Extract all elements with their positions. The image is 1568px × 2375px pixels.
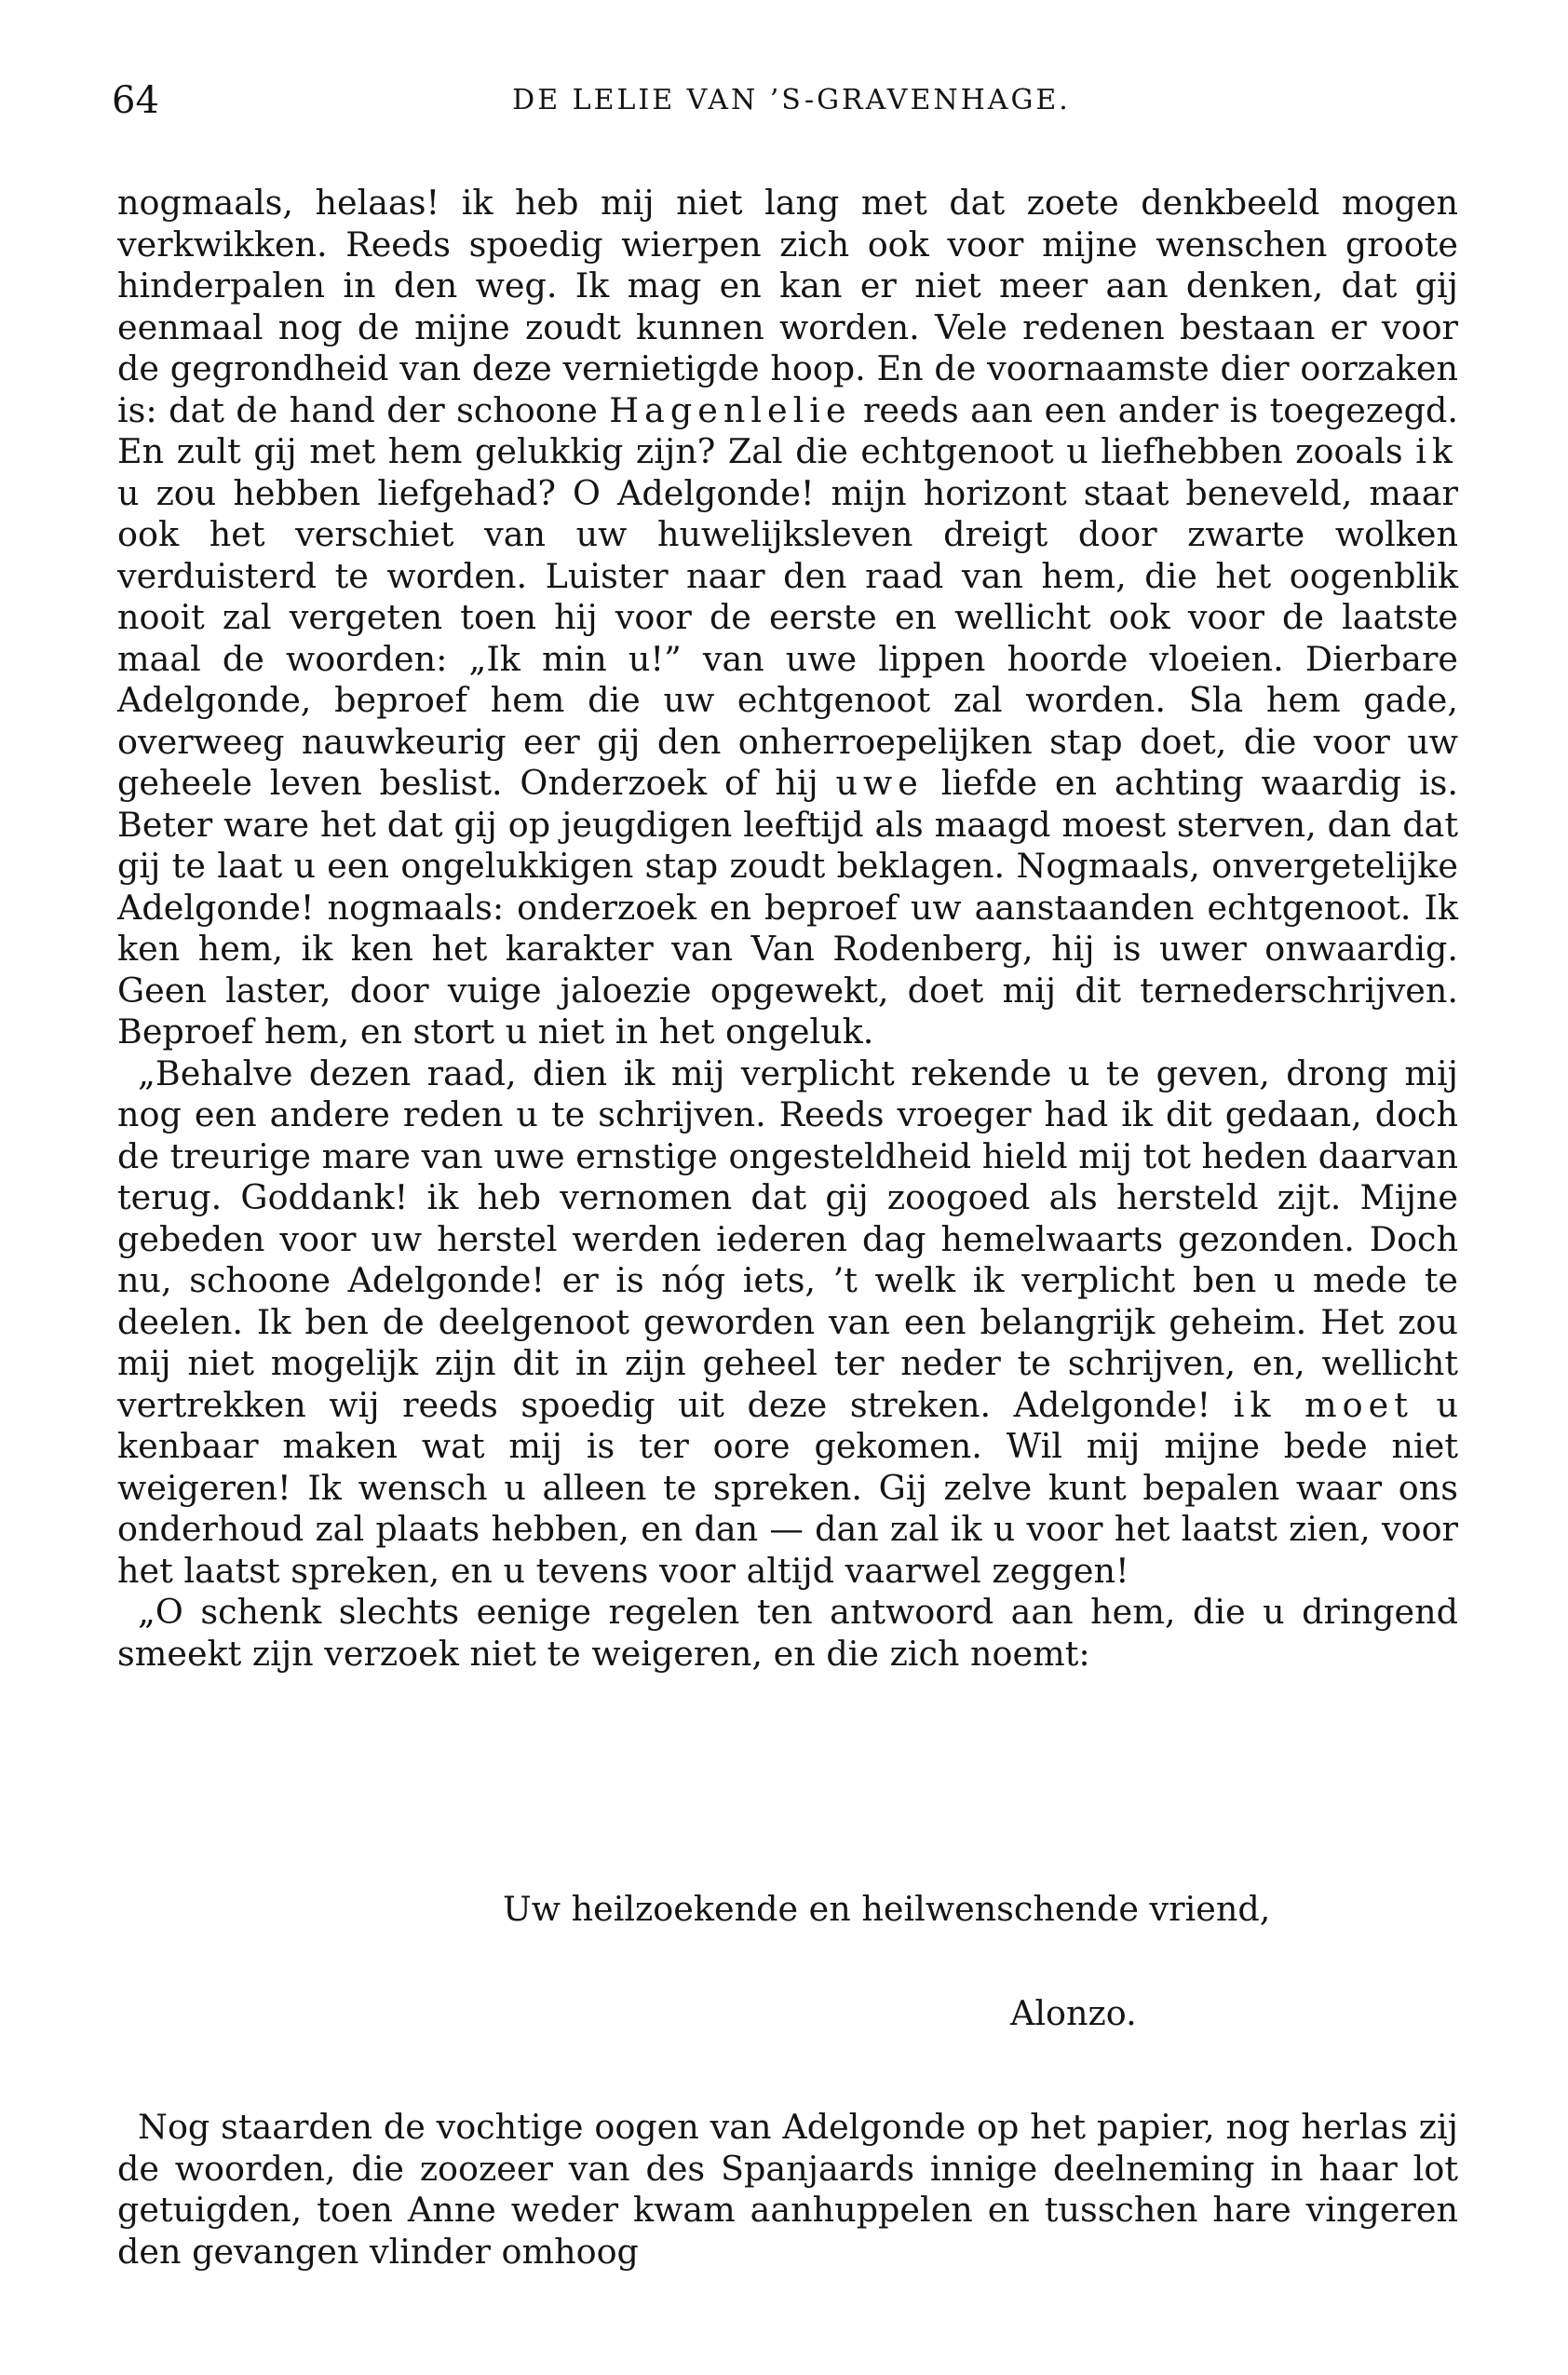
- emphasis-ik: ik: [1415, 431, 1458, 471]
- page-number: 64: [112, 79, 159, 122]
- letter-salutation: Uw heilzoekende en heilwenschende vriend,: [503, 1889, 1271, 1929]
- paragraph-2-text-c: u kenbaar maken wat mij is ter oore gekomen. Wil mij mijne bede niet weigeren! Ik wensch u alleen te spreken. Gij zelve kunt bepalen waar ons onderhoud zal plaats hebben, en dan — dan zal ik u voor het laatst zien, voor het laatst spreken, en u tevens voor altijd vaarwel zeggen!: [117, 1384, 1458, 1591]
- paragraph-after-letter: Nog staarden de vochtige oogen van Adelgonde op het papier, nog herlas zij de woorden, die zoozeer van des Spanjaards innige deelneming in haar lot getuigden, toen Anne weder kwam aanhuppelen en tusschen hare vingeren den gevangen vlinder omhoog: [117, 2107, 1458, 2272]
- paragraph-1-text-a: nogmaals, helaas! ik heb mij niet lang met dat zoete denkbeeld mogen verkwikken. Reeds spoedig wierpen zich ook voor mijne wenschen groote hinderpalen in den weg. Ik mag en kan er niet meer aan denken, dat gij eenmaal nog de mijne zoudt kunnen worden. Vele redenen bestaan er voor de gegrondheid van deze vernietigde hoop. En de voornaamste dier oorzaken is: dat de hand der schoone: [117, 183, 1458, 430]
- paragraph-2-text-a: „Behalve dezen raad, dien ik mij verplicht rekende u te geven, drong mij nog een andere reden u te schrijven. Reeds vroeger had ik dit gedaan, doch de treurige mare van uwe ernstige ongesteldheid hield mij tot heden daarvan terug. Goddank! ik heb vernomen dat gij zoogoed als hersteld zijt. Mijne gebeden voor uw herstel werden iederen dag hemelwaarts gezonden. Doch nu, schoone Adelgonde! er is nóg iets, ’t welk ik verplicht ben u mede te deelen. Ik ben de deelgenoot geworden van een belangrijk geheim. Het zou mij niet mogelijk zijn dit in zijn geheel ter neder te schrijven, en, wellicht vertrekken wij reeds spoedig uit deze streken. Adelgonde!: [117, 1052, 1458, 1425]
- narrative-text: [117, 2107, 1458, 2273]
- paragraph-1-text-g: liefde en achting waardig is. Beter ware het dat gij op jeugdigen leeftijd als maagd moest sterven, dan dat gij te laat u een ongelukkigen stap zoudt beklagen. Nogmaals, onvergetelijke Adelgonde! nogmaals: onderzoek en beproef uw aanstaanden echtgenoot. Ik ken hem, ik ken het karakter van Van Rodenberg, hij is uwer onwaardig. Geen laster, door vuige jaloezie opgewekt, doet mij dit ternederschrijven. Beproef hem, en stort u niet in het ongeluk.: [117, 763, 1458, 1052]
- page-header: [112, 73, 1471, 129]
- paragraph-3: „O schenk slechts eenige regelen ten antwoord aan hem, die u dringend smeekt zijn verzoek niet te weigeren, en die zich noemt:: [117, 1592, 1458, 1674]
- paragraph-1-text-c: reeds aan een ander is toegezegd. En zult gij met hem gelukkig zijn? Zal die echtgenoot u liefhebben zooals: [117, 389, 1459, 471]
- paragraph-1: [117, 183, 1458, 1053]
- emphasis-hagenlelie: Hagenlelie: [609, 389, 852, 430]
- letter-signature: Alonzo.: [1010, 1993, 1137, 2033]
- paragraph-1-text-e: u zou hebben liefgehad? O Adelgonde! mijn horizont staat beneveld, maar ook het verschiet van uw huwelijksleven dreigt door zwarte wolken verduisterd te worden. Luister naar den raad van hem, die het oogenblik nooit zal vergeten toen hij voor de eerste en wellicht ook voor de laatste maal de woorden: „Ik min u!” van uwe lippen hoorde vloeien. Dierbare Adelgonde, beproef hem die uw echtgenoot zal worden. Sla hem gade, overweeg nauwkeurig eer gij den onherroepelijken stap doet, die voor uw geheele leven beslist. Onderzoek of hij: [117, 472, 1458, 803]
- paragraph-2: [117, 1053, 1458, 1593]
- emphasis-uwe: uwe: [835, 763, 924, 803]
- emphasis-ik-moet: ik moet: [1233, 1384, 1413, 1425]
- letter-body: [117, 183, 1458, 1675]
- running-title: DE LELIE VAN ’S-GRAVENHAGE.: [512, 84, 1071, 116]
